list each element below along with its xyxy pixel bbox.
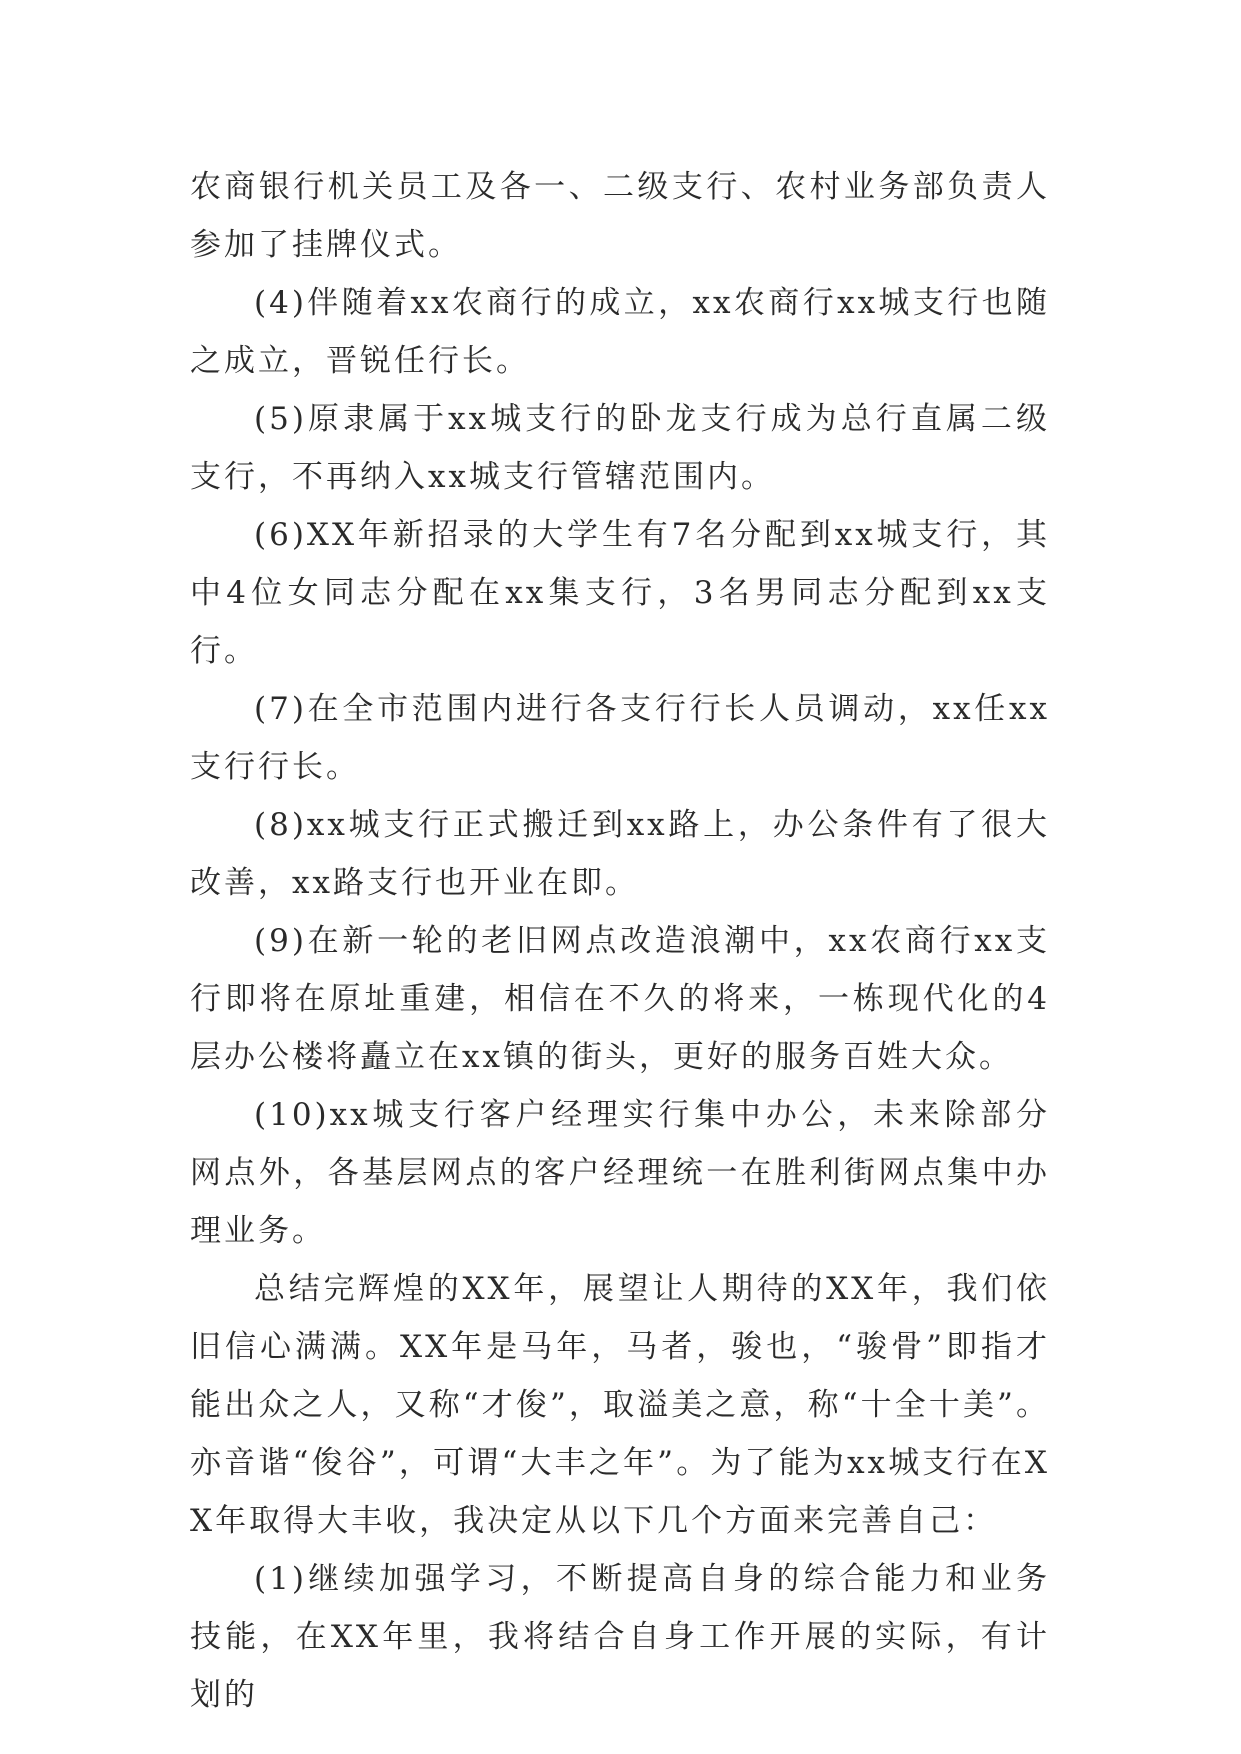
paragraph-8: (10)xx城支行客户经理实行集中办公，未来除部分网点外，各基层网点的客户经理统一在胜利街网点集中办理业务。: [190, 1097, 1050, 1249]
paragraph-4: (6)XX年新招录的大学生有7名分配到xx城支行，其中4位女同志分配在xx集支行，3名男同志分配到xx支行。: [190, 517, 1050, 669]
paragraph-3: (5)原隶属于xx城支行的卧龙支行成为总行直属二级支行，不再纳入xx城支行管辖范围内。: [190, 401, 1050, 495]
document-body: [190, 158, 1050, 1724]
paragraph-5: (7)在全市范围内进行各支行行长人员调动，xx任xx支行行长。: [190, 691, 1050, 785]
paragraph-9: 总结完辉煌的XX年，展望让人期待的XX年，我们依旧信心满满。XX年是马年，马者，骏也，“骏骨”即指才能出众之人，又称“才俊”，取溢美之意，称“十全十美”。亦音谐“俊谷”，可谓“大丰之年”。为了能为xx城支行在XX年取得大丰收，我决定从以下几个方面来完善自己：: [190, 1271, 1050, 1539]
paragraph-7: (9)在新一轮的老旧网点改造浪潮中，xx农商行xx支行即将在原址重建，相信在不久的将来，一栋现代化的4层办公楼将矗立在xx镇的街头，更好的服务百姓大众。: [190, 923, 1050, 1075]
paragraph-2: (4)伴随着xx农商行的成立，xx农商行xx城支行也随之成立，晋锐任行长。: [190, 285, 1050, 379]
paragraph-1: 农商银行机关员工及各一、二级支行、农村业务部负责人参加了挂牌仪式。: [190, 169, 1050, 263]
paragraph-10: (1)继续加强学习，不断提高自身的综合能力和业务技能，在XX年里，我将结合自身工作开展的实际，有计划的: [190, 1561, 1050, 1713]
paragraph-6: (8)xx城支行正式搬迁到xx路上，办公条件有了很大改善，xx路支行也开业在即。: [190, 807, 1050, 901]
